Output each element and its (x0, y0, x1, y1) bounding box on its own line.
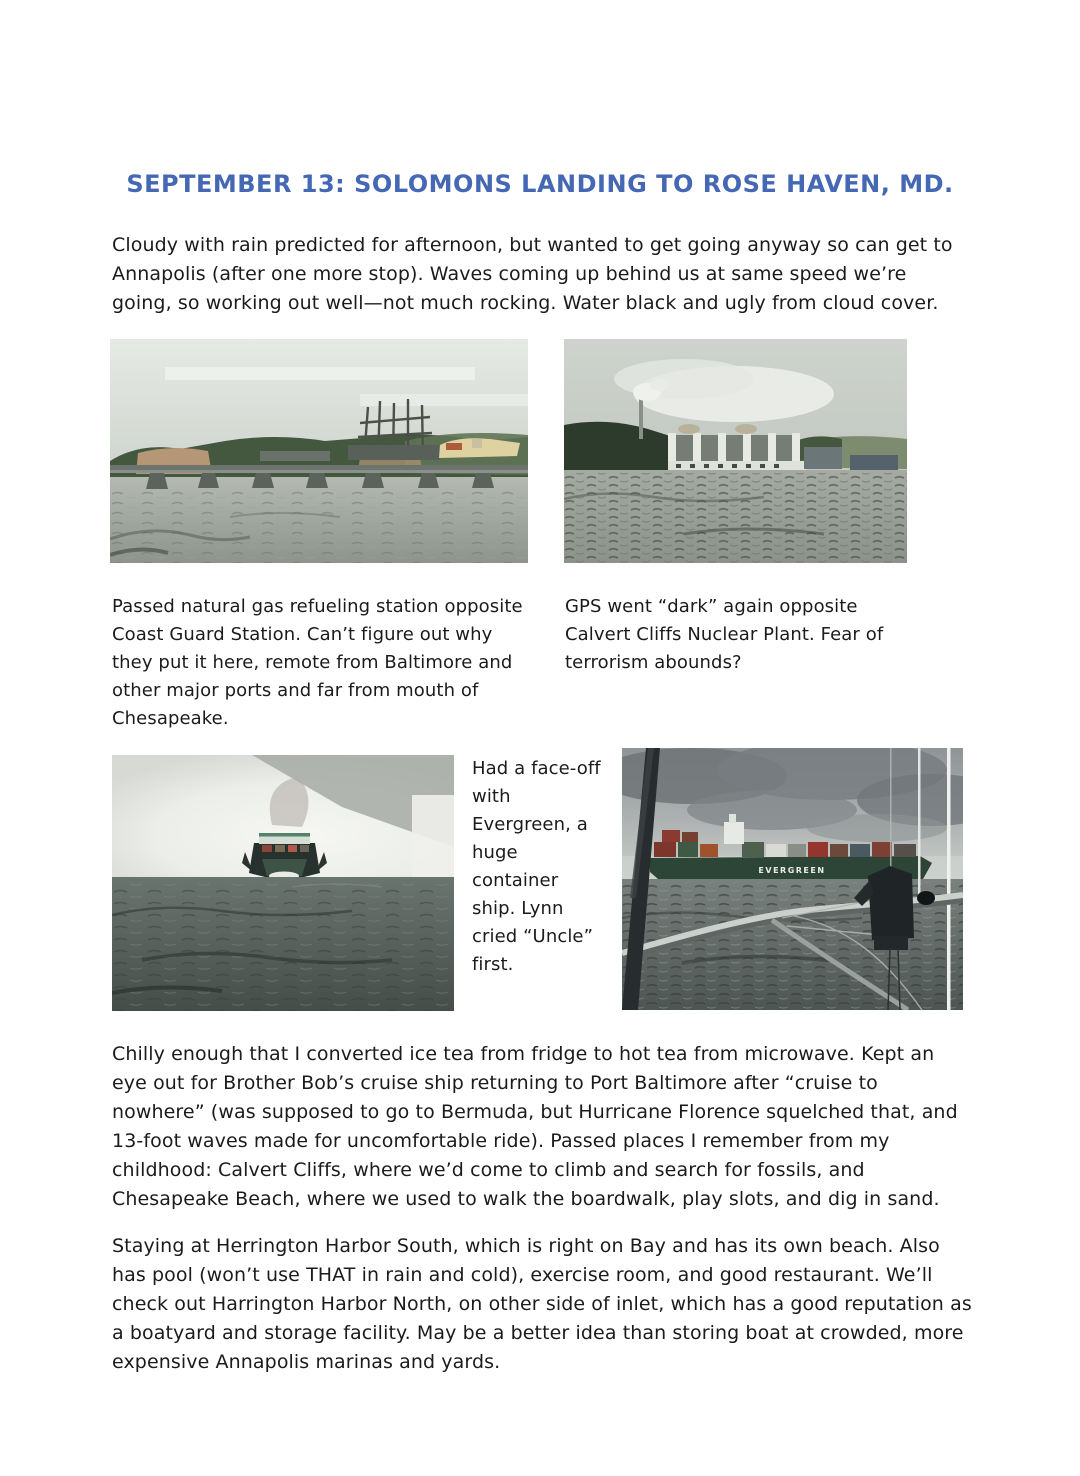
gas-station-caption: Passed natural gas refueling station opposite Coast Guard Station. Can’t figure out why they put it here, remote from Baltimore and other major ports and far from mouth of Chesapeake. (112, 596, 523, 729)
gas-station-photo-art (110, 339, 528, 563)
intro-paragraph: Cloudy with rain predicted for afternoon, but wanted to get going anyway so can get to Annapolis (after one more stop). Waves coming up behind us at same speed we’re going, so working out well—not much rocking. Water black and ugly from cloud cover. (112, 234, 953, 314)
container-ship-photo-art (112, 755, 454, 1011)
ship-name-text: EVERGREEN (758, 866, 826, 875)
nuclear-plant-photo-art (564, 339, 907, 563)
gps-caption: GPS went “dark” again opposite Calvert Cliffs Nuclear Plant. Fear of terrorism abounds? (565, 596, 884, 673)
page-title: SEPTEMBER 13: SOLOMONS LANDING TO ROSE HAVEN, MD. (126, 170, 954, 198)
chilly-paragraph: Chilly enough that I converted ice tea from fridge to hot tea from microwave. Kept an eye out for Brother Bob’s cruise ship returning to Port Baltimore after “cruise to nowhere” (was supposed to go to Bermuda, but Hurricane Florence squelched that, and 13-foot waves made for uncomfortable ride). Passed places I remember from my childhood: Calvert Cliffs, where we’d come to climb and search for fossils, and Chesapeake Beach, where we used to walk the boardwalk, play slots, and dig in sand. (112, 1043, 958, 1210)
evergreen-photo-art (622, 748, 963, 1010)
gas-station-photo (110, 339, 528, 563)
staying-paragraph: Staying at Herrington Harbor South, which is right on Bay and has its own beach. Also has pool (won’t use THAT in rain and cold), exercise room, and good restaurant. We’ll check out Harrington Harbor North, on other side of inlet, which has a good reputation as a boatyard and storage facility. May be a better idea than storing boat at crowded, more expensive Annapolis marinas and yards. (112, 1235, 972, 1373)
evergreen-photo (622, 748, 963, 1010)
faceoff-caption: Had a face-off with Evergreen, a huge container ship. Lynn cried “Uncle” first. (472, 758, 601, 975)
container-ship-photo (112, 755, 454, 1011)
nuclear-plant-photo (564, 339, 907, 563)
